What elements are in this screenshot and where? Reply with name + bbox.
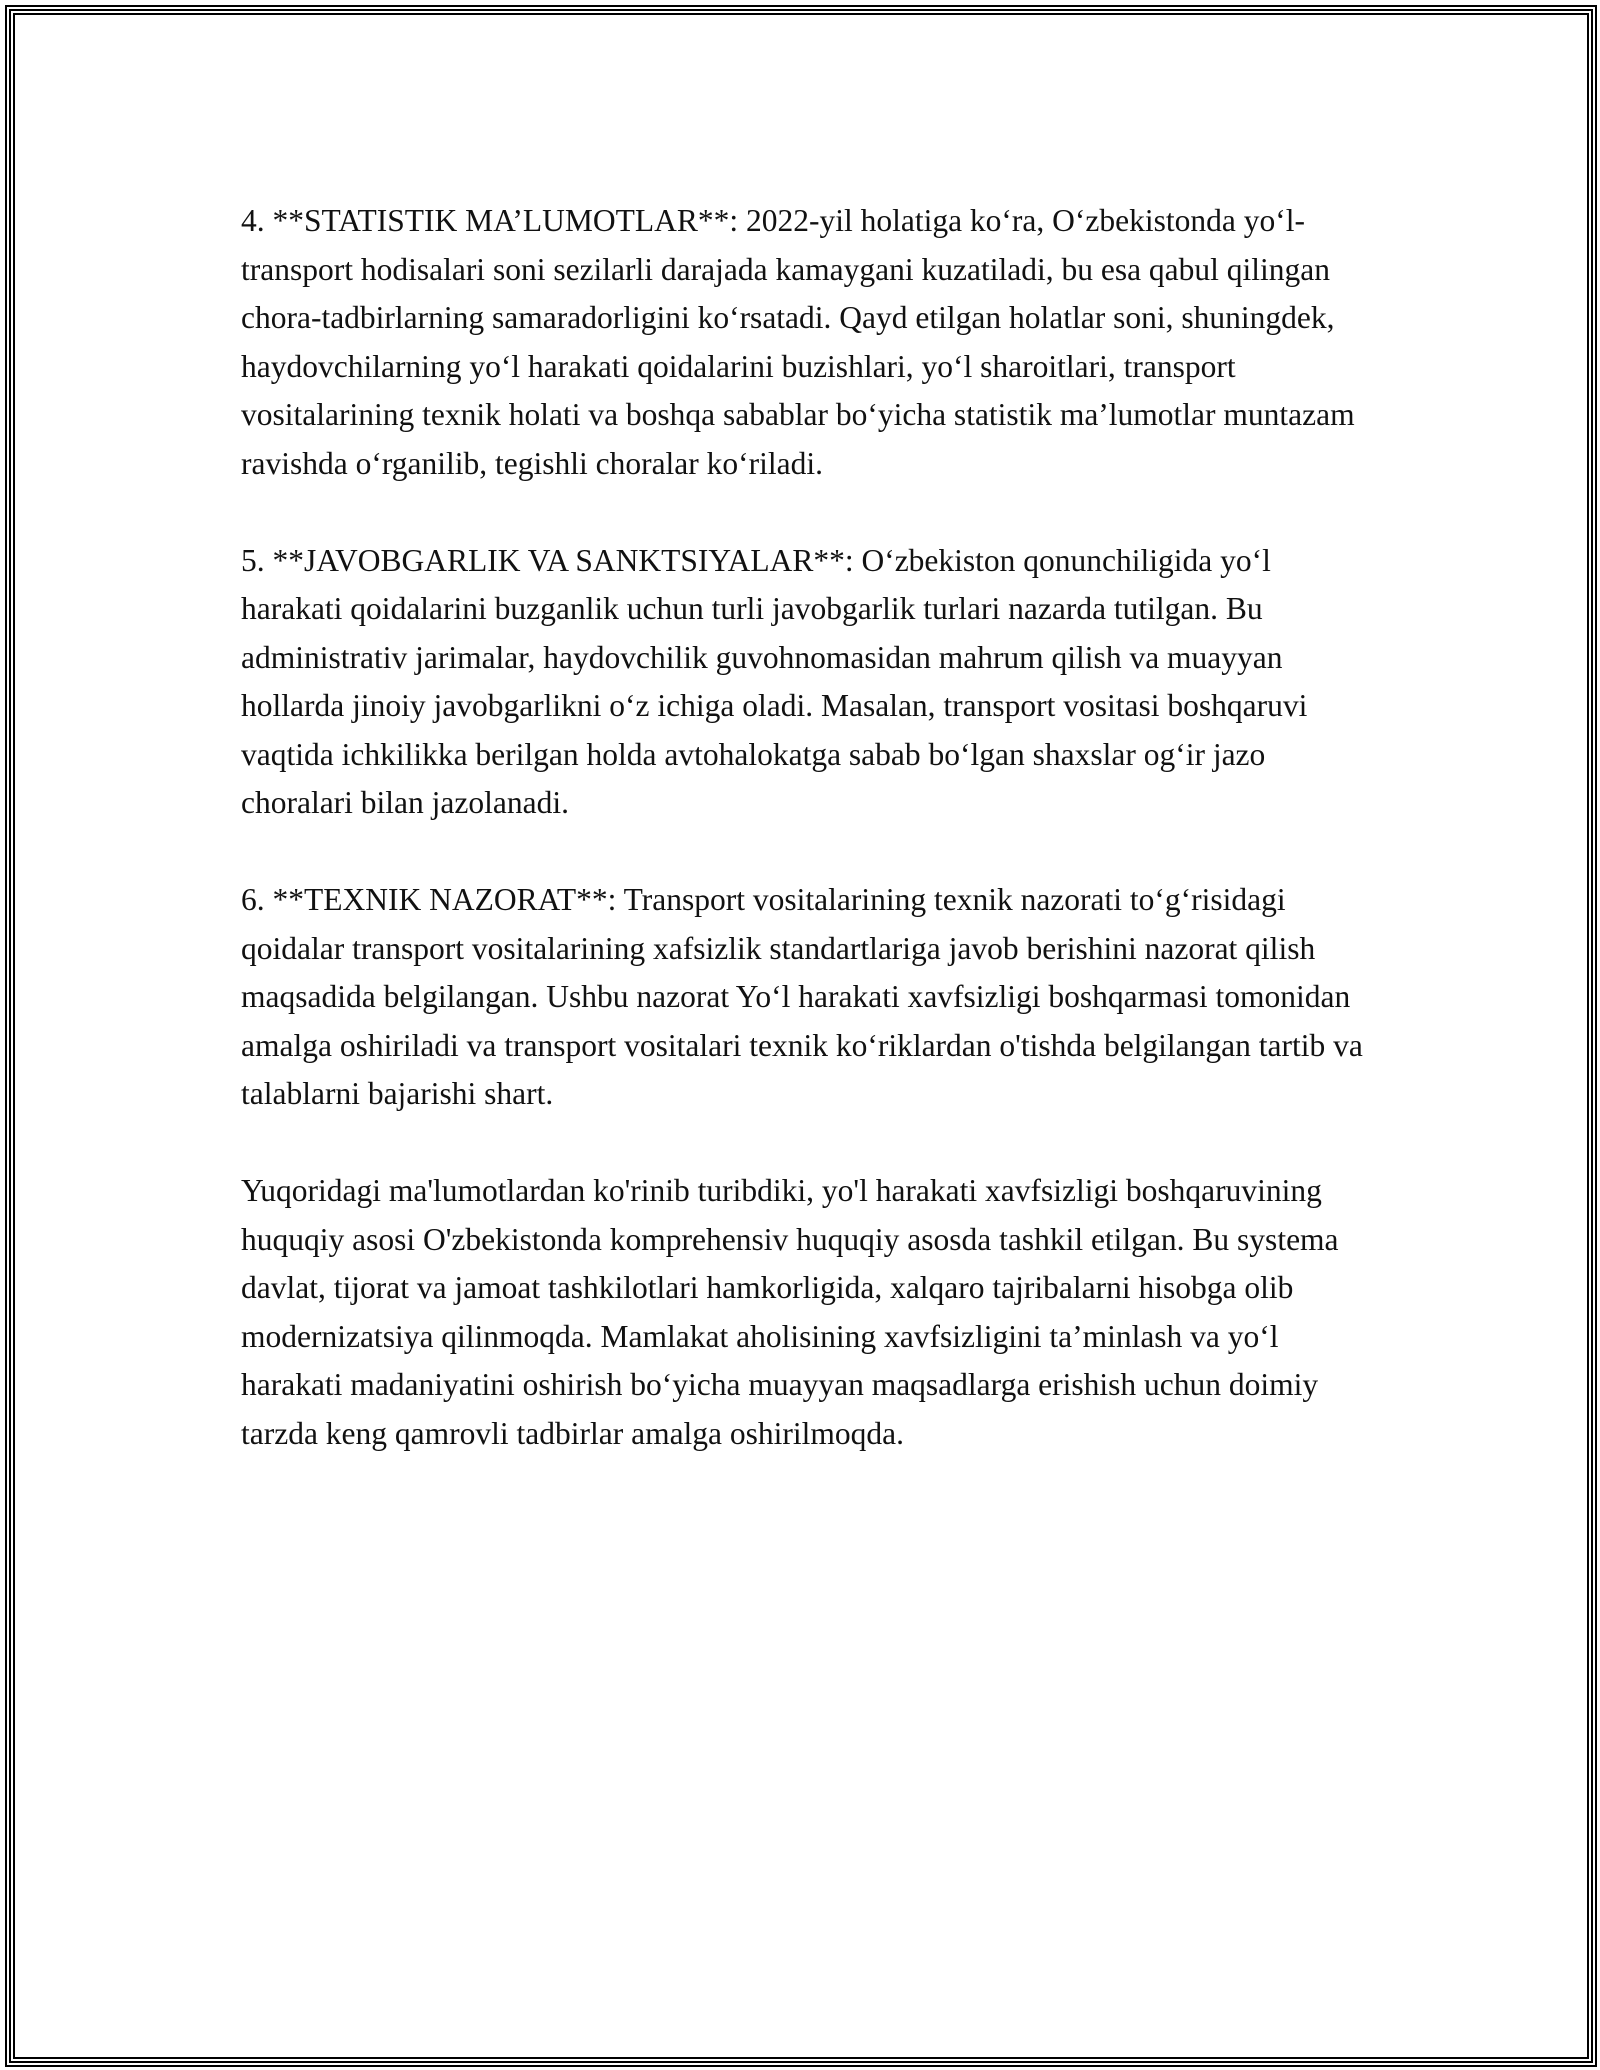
paragraph-technical-inspection: 6. **TEXNIK NAZORAT**: Transport vositalarining texnik nazorati to‘g‘risidagi qoidalar transport vositalarining xafsizlik standartlariga javob berishini nazorat qilish maqsadida belgilangan. Ushbu nazorat Yo‘l harakati xavfsizligi boshqarmasi tomonidan amalga oshiriladi va transport vositalari texnik ko‘riklardan o'tishda belgilangan tartib va talablarni bajarishi shart. bbox=[241, 882, 1363, 1111]
paragraph-statistics: 4. **STATISTIK MA’LUMOTLAR**: 2022-yil holatiga ko‘ra, O‘zbekistonda yo‘l-transport hodisalari soni sezilarli darajada kamaygani kuzatiladi, bu esa qabul qilingan chora-tadbirlarning samaradorligini ko‘rsatadi. Qayd etilgan holatlar soni, shuningdek, haydovchilarning yo‘l harakati qoidalarini buzishlari, yo‘l sharoitlari, transport vositalarining texnik holati va boshqa sabablar bo‘yicha statistik ma’lumotlar muntazam ravishda o‘rganilib, tegishli choralar ko‘riladi. bbox=[241, 203, 1355, 481]
paragraph-liability-sanctions: 5. **JAVOBGARLIK VA SANKTSIYALAR**: O‘zbekiston qonunchiligida yo‘l harakati qoidalarini buzganlik uchun turli javobgarlik turlari nazarda tutilgan. Bu administrativ jarimalar, haydovchilik guvohnomasidan mahrum qilish va muayyan hollarda jinoiy javobgarlikni o‘z ichiga oladi. Masalan, transport vositasi boshqaruvi vaqtida ichkilikka berilgan holda avtohalokatga sabab bo‘lgan shaxslar og‘ir jazo choralari bilan jazolanadi. bbox=[241, 542, 1308, 820]
paragraph-conclusion: Yuqoridagi ma'lumotlardan ko'rinib turibdiki, yo'l harakati xavfsizligi boshqaruvining huquqiy asosi O'zbekistonda komprehensiv huquqiy asosda tashkil etilgan. Bu systema davlat, tijorat va jamoat tashkilotlari hamkorligida, xalqaro tajribalarni hisobga olib modernizatsiya qilinmoqda. Mamlakat aholisining xavfsizligini ta’minlash va yo‘l harakati madaniyatini oshirish bo‘yicha muayyan maqsadlarga erishish uchun doimiy tarzda keng qamrovli tadbirlar amalga oshirilmoqda. bbox=[241, 1173, 1339, 1451]
document-body bbox=[241, 197, 1371, 1507]
page-border bbox=[5, 5, 1597, 2067]
